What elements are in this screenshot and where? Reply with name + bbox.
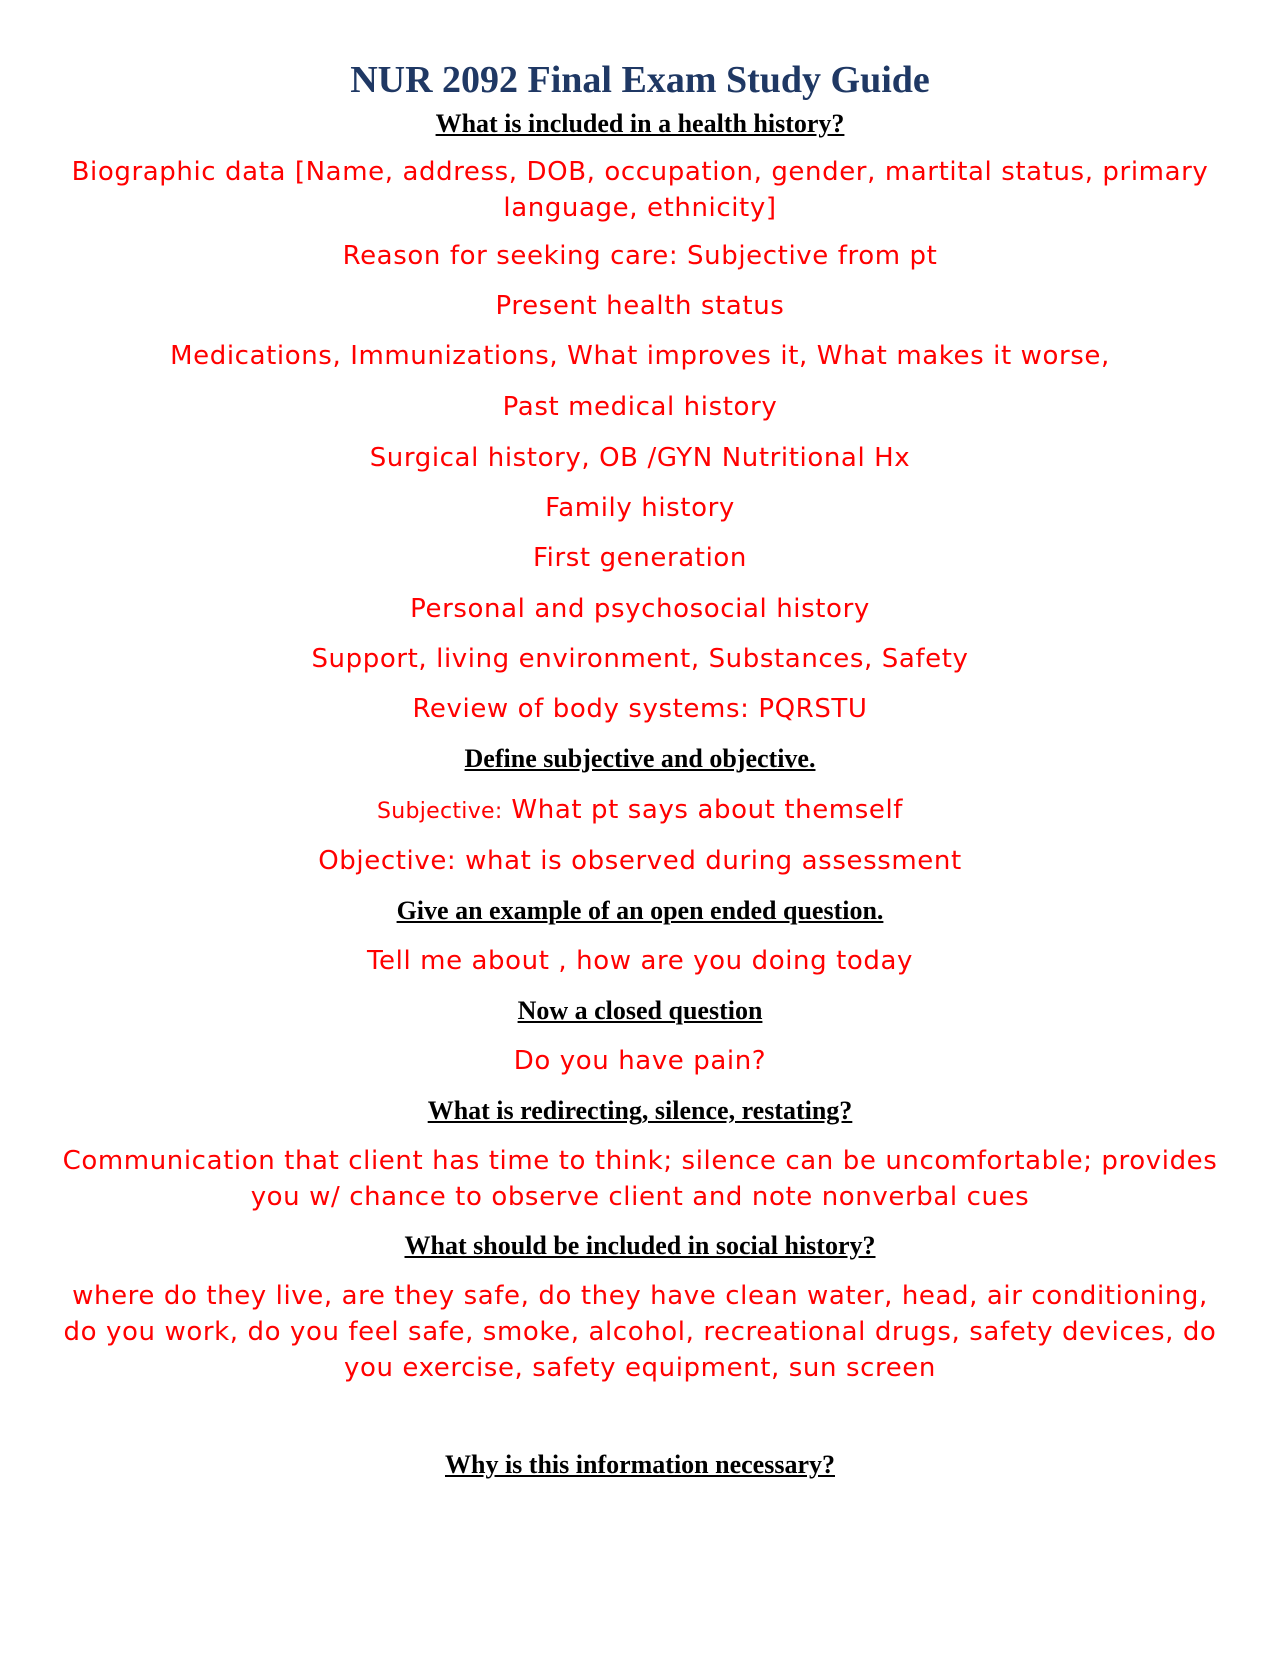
- answer-surgical-history: Surgical history, OB /GYN Nutritional Hx: [369, 443, 911, 473]
- answer-present-health: Present health status: [495, 291, 785, 321]
- question-open-ended: Give an example of an open ended question.: [396, 896, 884, 925]
- answer-medications: Medications, Immunizations, What improves it, What makes it worse,: [170, 341, 1110, 371]
- question-why-necessary: Why is this information necessary?: [445, 1450, 835, 1479]
- answer-objective: Objective: what is observed during assessment: [318, 846, 962, 876]
- answer-past-medical: Past medical history: [502, 392, 778, 422]
- answer-support-living: Support, living environment, Substances, Safety: [311, 644, 969, 674]
- answer-personal-psychosocial: Personal and psychosocial history: [410, 594, 870, 624]
- subjective-label: Subjective:: [376, 799, 503, 824]
- question-redirecting: What is redirecting, silence, restating?: [427, 1096, 853, 1125]
- answer-family-history: Family history: [545, 493, 735, 523]
- subjective-text: What pt says about themself: [502, 795, 904, 825]
- question-health-history: What is included in a health history?: [435, 109, 845, 138]
- page-title: NUR 2092 Final Exam Study Guide: [350, 59, 930, 101]
- answer-communication: Communication that client has time to think; silence can be uncomfortable; provides you w/ chance to observe client and note nonverbal cues: [62, 1146, 1218, 1212]
- question-closed: Now a closed question: [517, 996, 763, 1025]
- answer-subjective: [60, 792, 1220, 830]
- answer-first-generation: First generation: [533, 543, 747, 573]
- answer-reason-for-care: Reason for seeking care: Subjective from pt: [342, 241, 938, 271]
- answer-biographic-data: Biographic data [Name, address, DOB, occupation, gender, martital status, primary language, ethnicity]: [71, 157, 1209, 223]
- question-social-history: What should be included in social history?: [404, 1231, 876, 1260]
- question-subjective-objective: Define subjective and objective.: [464, 744, 816, 773]
- answer-social-history: where do they live, are they safe, do they have clean water, head, air conditioning, do you work, do you feel safe, smoke, alcohol, recreational drugs, safety devices, do you exercise, safety equipment, sun screen: [63, 1281, 1217, 1383]
- answer-review-systems: Review of body systems: PQRSTU: [412, 694, 868, 724]
- answer-closed: Do you have pain?: [513, 1046, 767, 1076]
- answer-open-ended: Tell me about , how are you doing today: [366, 946, 914, 976]
